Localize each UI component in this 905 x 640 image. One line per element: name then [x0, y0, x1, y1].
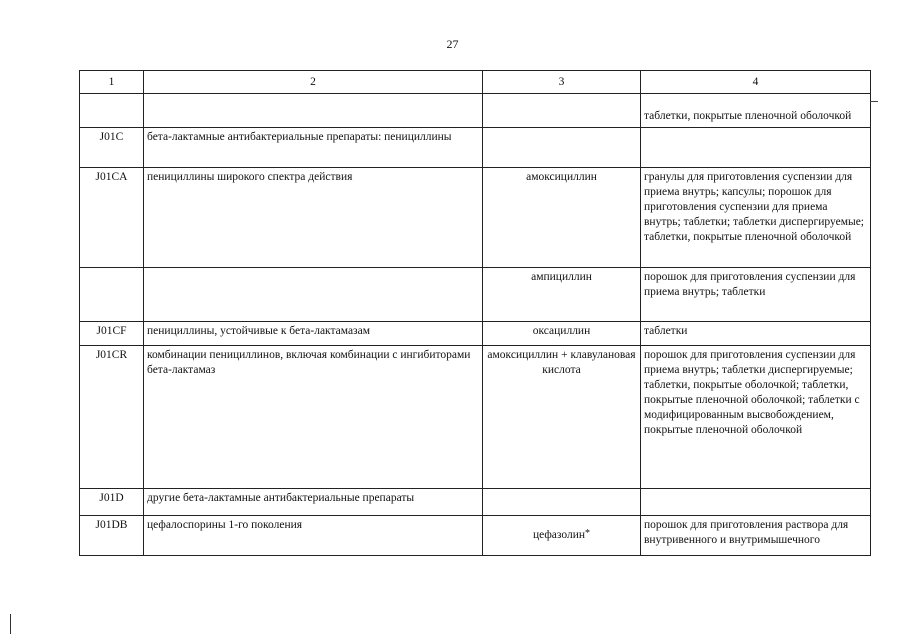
drug-name — [483, 128, 641, 168]
dosage-forms: таблетки, покрытые пленочной оболочкой — [641, 94, 871, 128]
drug-name: цефазолин — [532, 529, 586, 541]
margin-mark — [10, 614, 11, 634]
dosage-forms: порошок для приготовления суспензии для приема внутрь; таблетки диспергируемые; таблетки, покрытые оболочкой; таблетки, покрытые пленочной оболочкой; таблетки с модифицированным высвобождением, покрытые пленочной оболочкой — [641, 346, 871, 489]
atc-code — [80, 268, 144, 322]
table-row — [80, 94, 871, 128]
drug-name: амоксициллин — [483, 168, 641, 268]
atc-code: J01CR — [80, 346, 144, 489]
drug-name — [483, 489, 641, 516]
dosage-forms — [641, 489, 871, 516]
table-row — [80, 128, 871, 168]
dosage-forms: порошок для приготовления суспензии для приема внутрь; таблетки — [641, 268, 871, 322]
group-description: цефалоспорины 1-го поколения — [144, 516, 483, 556]
group-description: другие бета-лактамные антибактериальные препараты — [144, 489, 483, 516]
drug-table — [79, 70, 871, 556]
dosage-forms — [641, 128, 871, 168]
group-description: пенициллины широкого спектра действия — [144, 168, 483, 268]
column-header: 1 — [80, 71, 144, 94]
column-header: 4 — [641, 71, 871, 94]
group-description: бета-лактамные антибактериальные препараты: пенициллины — [144, 128, 483, 168]
table-row — [80, 346, 871, 489]
column-header: 3 — [483, 71, 641, 94]
drug-name: амоксициллин + клавулановая кислота — [483, 346, 641, 489]
atc-code: J01DB — [80, 516, 144, 556]
column-header: 2 — [144, 71, 483, 94]
atc-code: J01D — [80, 489, 144, 516]
table-row — [80, 168, 871, 268]
asterisk-mark: * — [585, 528, 591, 539]
page-number: 27 — [446, 37, 459, 51]
dosage-forms: гранулы для приготовления суспензии для приема внутрь; капсулы; порошок для приготовления суспензии для приема внутрь; таблетки; таблетки диспергируемые; таблетки, покрытые пленочной оболочкой — [641, 168, 871, 268]
table-row — [80, 489, 871, 516]
group-description — [144, 94, 483, 128]
table-header-row — [80, 71, 871, 94]
table-row — [80, 268, 871, 322]
dosage-forms: таблетки — [641, 322, 871, 346]
drug-name: оксациллин — [483, 322, 641, 346]
atc-code: J01C — [80, 128, 144, 168]
drug-name: ампициллин — [483, 268, 641, 322]
atc-code: J01CA — [80, 168, 144, 268]
drug-name — [483, 94, 641, 128]
drug-name-cell — [483, 516, 641, 556]
atc-code: J01CF — [80, 322, 144, 346]
group-description: пенициллины, устойчивые к бета-лактамазам — [144, 322, 483, 346]
stray-line — [870, 101, 878, 102]
group-description: комбинации пенициллинов, включая комбинации с ингибиторами бета-лактамаз — [144, 346, 483, 489]
group-description — [144, 268, 483, 322]
table-row — [80, 516, 871, 556]
table-row — [80, 322, 871, 346]
atc-code — [80, 94, 144, 128]
dosage-forms: порошок для приготовления раствора для внутривенного и внутримышечного — [641, 516, 871, 556]
